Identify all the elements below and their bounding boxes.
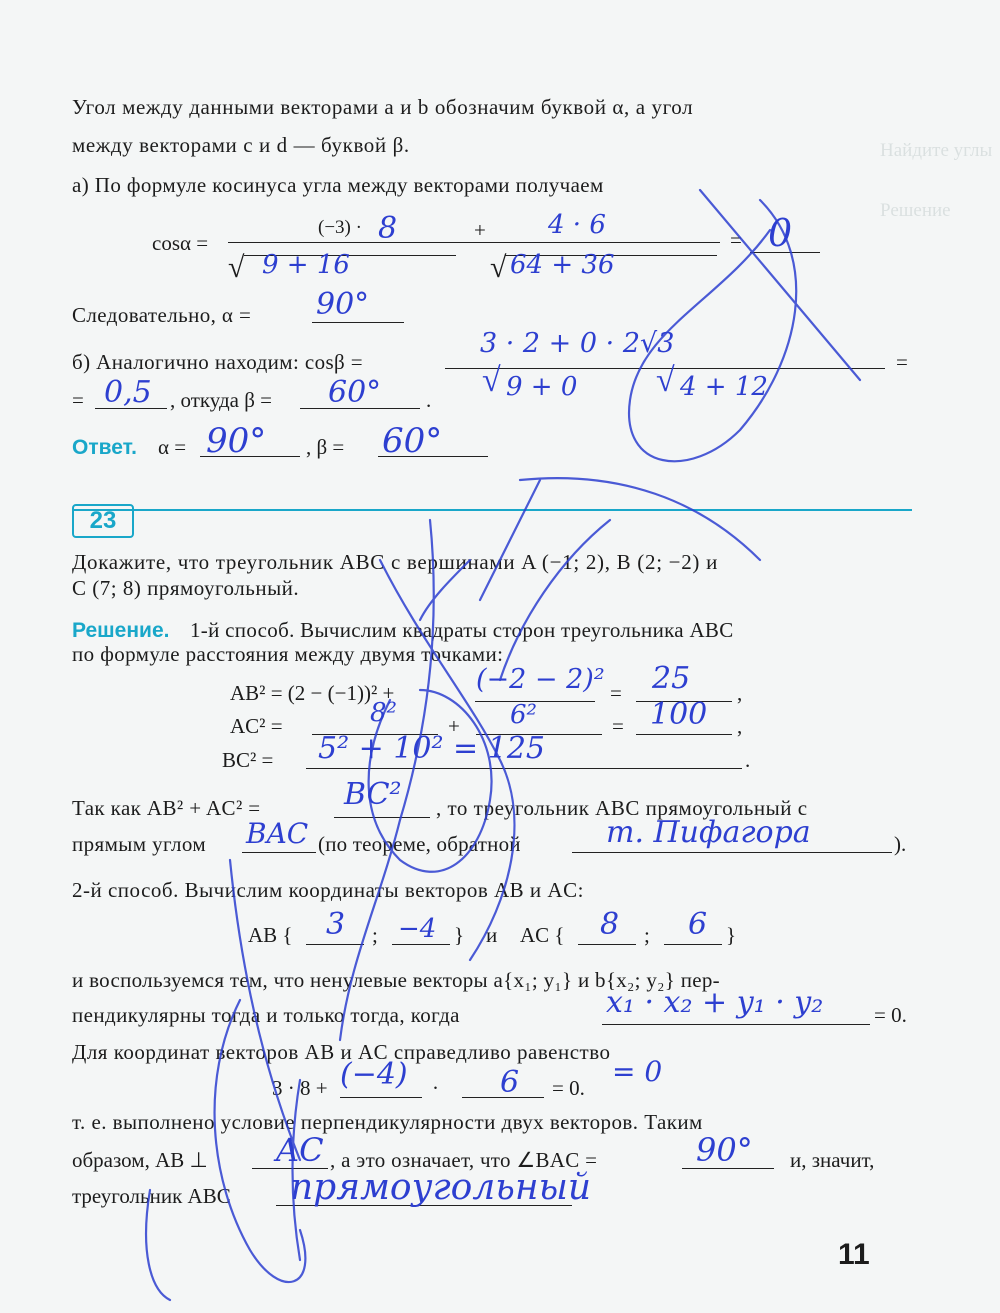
solution-label: Решение. (72, 619, 170, 642)
period-b: . (426, 388, 432, 412)
hw-num-1: 8 (378, 211, 398, 246)
hw-beta: 60° (328, 375, 382, 410)
bc-squared: BC² = (222, 748, 274, 772)
hw-ab-result: 25 (652, 661, 691, 696)
hw-answer-alpha: 90° (206, 421, 267, 461)
sqrt-b-1: √ (482, 362, 501, 399)
hw-minus-four: (−4) (340, 1057, 408, 1092)
hw-six: 6 (500, 1065, 520, 1100)
theorem-close: ). (894, 832, 907, 856)
hw-ab-x: 3 (326, 907, 346, 942)
task-line-2: C (7; 8) прямоугольный. (72, 576, 300, 600)
ac-semi: ; (644, 923, 650, 947)
ab-vector: AB { (248, 923, 293, 947)
right-angle-text: прямым углом (72, 832, 207, 856)
and-word: и (486, 923, 498, 947)
thus-text: образом, AB ⊥ (72, 1148, 208, 1172)
whence-label: , откуда β = (170, 388, 273, 412)
calc-start: 3 · 8 + (272, 1076, 328, 1100)
hw-bc: 5² + 10² = 125 (318, 731, 545, 766)
coord-line: Для координат векторов AB и AC справедливо равенство (72, 1040, 611, 1064)
ac-vector: AC { (520, 923, 565, 947)
means-text: , а это означает, что ∠BAC = (330, 1148, 598, 1172)
hw-final: прямоугольный (290, 1167, 592, 1208)
hw-num-2: 4 · 6 (548, 210, 606, 240)
use-line-1: и воспользуемся тем, что ненулевые векторы a{x₁; y₁} и b{x₂; y₂} пер- (72, 968, 720, 992)
hw-ac-result: 100 (650, 697, 708, 732)
hw-den-1: 9 + 16 (262, 250, 350, 280)
intro-line-2: между векторами c и d — буквой β. (72, 133, 410, 157)
and-so-text: и, значит, (790, 1148, 875, 1172)
hw-den-b-2: 4 + 12 (680, 372, 768, 402)
task-number: 23 (72, 504, 134, 538)
ab-comma: , (737, 681, 743, 705)
hw-ac-perp: AC (276, 1131, 324, 1169)
hw-ac-y: 6 (688, 907, 708, 942)
alpha-result-label: Следовательно, α = (72, 303, 252, 327)
hw-condition: x₁ · x₂ + y₁ · y₂ (606, 985, 824, 1020)
hw-alpha: 90° (316, 287, 370, 322)
use-line-2-end: = 0. (874, 1003, 907, 1027)
ab-semi: ; (372, 923, 378, 947)
equals-sign: = (730, 228, 742, 252)
calc-zero: = 0. (552, 1076, 585, 1100)
answer-label: Ответ. (72, 436, 137, 459)
answer-beta: , β = (306, 435, 345, 459)
hw-answer-beta: 60° (382, 421, 443, 461)
calc-dot: · (432, 1076, 439, 1100)
hw-cos-beta: 0,5 (104, 375, 152, 410)
task-line-1: Докажите, что треугольник ABC с вершинами A (−1; 2), B (2; −2) и (72, 550, 719, 574)
ab-eq: = (610, 681, 622, 705)
answer-alpha: α = (158, 435, 187, 459)
sqrt-sign-2: √ (490, 251, 507, 284)
ac-comma: , (737, 714, 743, 738)
plus-sign: + (474, 218, 486, 242)
ac-plus: + (448, 714, 460, 738)
cos-alpha-label: cosα = (152, 231, 209, 255)
hw-theorem: т. Пифагора (606, 815, 811, 850)
hw-ab-y: −4 (398, 914, 437, 944)
hw-angle-value: 90° (696, 1131, 753, 1169)
solution-line-2: по формуле расстояния между двумя точками: (72, 642, 504, 666)
hw-den-b-1: 9 + 0 (506, 372, 578, 402)
sqrt-sign-1: √ (228, 251, 245, 284)
theorem-text: (по теореме, обратной (318, 832, 521, 856)
hw-angle: BAC (246, 817, 309, 850)
hw-cos-alpha-result: 0 (768, 211, 793, 255)
ac-eq: = (612, 714, 624, 738)
hw-ac-term2: 6² (510, 700, 537, 730)
hw-num-b: 3 · 2 + 0 · 2√3 (480, 328, 675, 359)
sqrt-b-2: √ (656, 362, 675, 399)
numerator-given: (−3) · (318, 217, 362, 238)
equals-end: = (896, 350, 908, 374)
method2-line-1: 2-й способ. Вычислим координаты векторов AB и AC: (72, 878, 584, 902)
intro-line-1: Угол между данными векторами a и b обозначим буквой α, а угол (72, 95, 694, 119)
triangle-text: треугольник ABC (72, 1184, 231, 1208)
bc-period: . (745, 748, 751, 772)
page-number: 11 (838, 1238, 870, 1271)
part-b-text: б) Аналогично находим: cosβ = (72, 350, 364, 374)
use-line-2: пендикулярны тогда и только тогда, когда (72, 1003, 460, 1027)
ac-brace: } (726, 923, 737, 947)
hw-ac-term1: 8² (370, 698, 397, 728)
hw-ac-x: 8 (600, 907, 620, 942)
since-rest: , то треугольник ABC прямоугольный с (436, 796, 808, 820)
hw-ab-term: (−2 − 2)² (476, 664, 605, 695)
ac-squared: AC² = (230, 714, 283, 738)
workbook-page: Найдите углы Решение Угол между данными векторами a и b обозначим буквой α, а угол между векторами c и d — буквой β. а) По формуле косинуса угла между векторами получаем cosα = (−3) · + = √ √ 8 4 · 6 9 + 16 64 + 36 0 Следовательно, α = 90° б) Аналогично находим: cosβ = = = , откуда β = . 3 · 2 + 0 · 2√3 √ 9 + 0 √ 4 + 12 0,5 60° Ответ. α = , β = 90° 60° 23 Докажите, что треугольник ABC с вершинами A (−1; 2), B (2; −2) и C (7; 8) прямоугольный. Решение. 1-й способ. Вычислим квадраты сторон треугольника ABC по формуле расстояния между двумя точками: AB² = (2 − (−1))² + = , AC² = + = , BC² = . (−2 − 2)² 25 8² 6² 100 5² + 10² = 125 Так как AB² + AC² = , то треугольник ABC прямоугольный с BC² прямым углом (по теореме, обратной ). BAC т. Пифагора 2-й способ. Вычислим координаты векторов AB и AC: AB { ; } и AC { ; } 3 −4 8 6 и воспользуемся тем, что ненулевые векторы a{x₁; y₁} и b{x₂; y₂} пер- пендикулярны тогда и только тогда, когда = 0. x₁ · x₂ + y₁ · y₂ Для координат векторов AB и AC справедливо равенство 3 · 8 + · = 0. (−4) 6 = 0 т. е. выполнено условие перпендикулярности двух векторов. Таким образом, AB ⊥ , а это означает, что ∠BAC = и, значит, AC 90° треугольник ABC прямоугольный 11 (0, 0, 1000, 1313)
solution-line-1: 1-й способ. Вычислим квадраты сторон треугольника ABC (190, 618, 734, 642)
part-a-text: а) По формуле косинуса угла между векторами получаем (72, 173, 604, 197)
hw-den-2: 64 + 36 (510, 250, 615, 280)
hw-since: BC² (344, 777, 402, 812)
since-text: Так как AB² + AC² = (72, 796, 261, 820)
equals-start-b: = (72, 388, 84, 412)
ie-line: т. е. выполнено условие перпендикулярности двух векторов. Таким (72, 1110, 703, 1134)
ab-squared: AB² = (2 − (−1))² + (230, 681, 395, 705)
hw-zero: = 0 (612, 1055, 663, 1088)
ab-brace: } (454, 923, 465, 947)
